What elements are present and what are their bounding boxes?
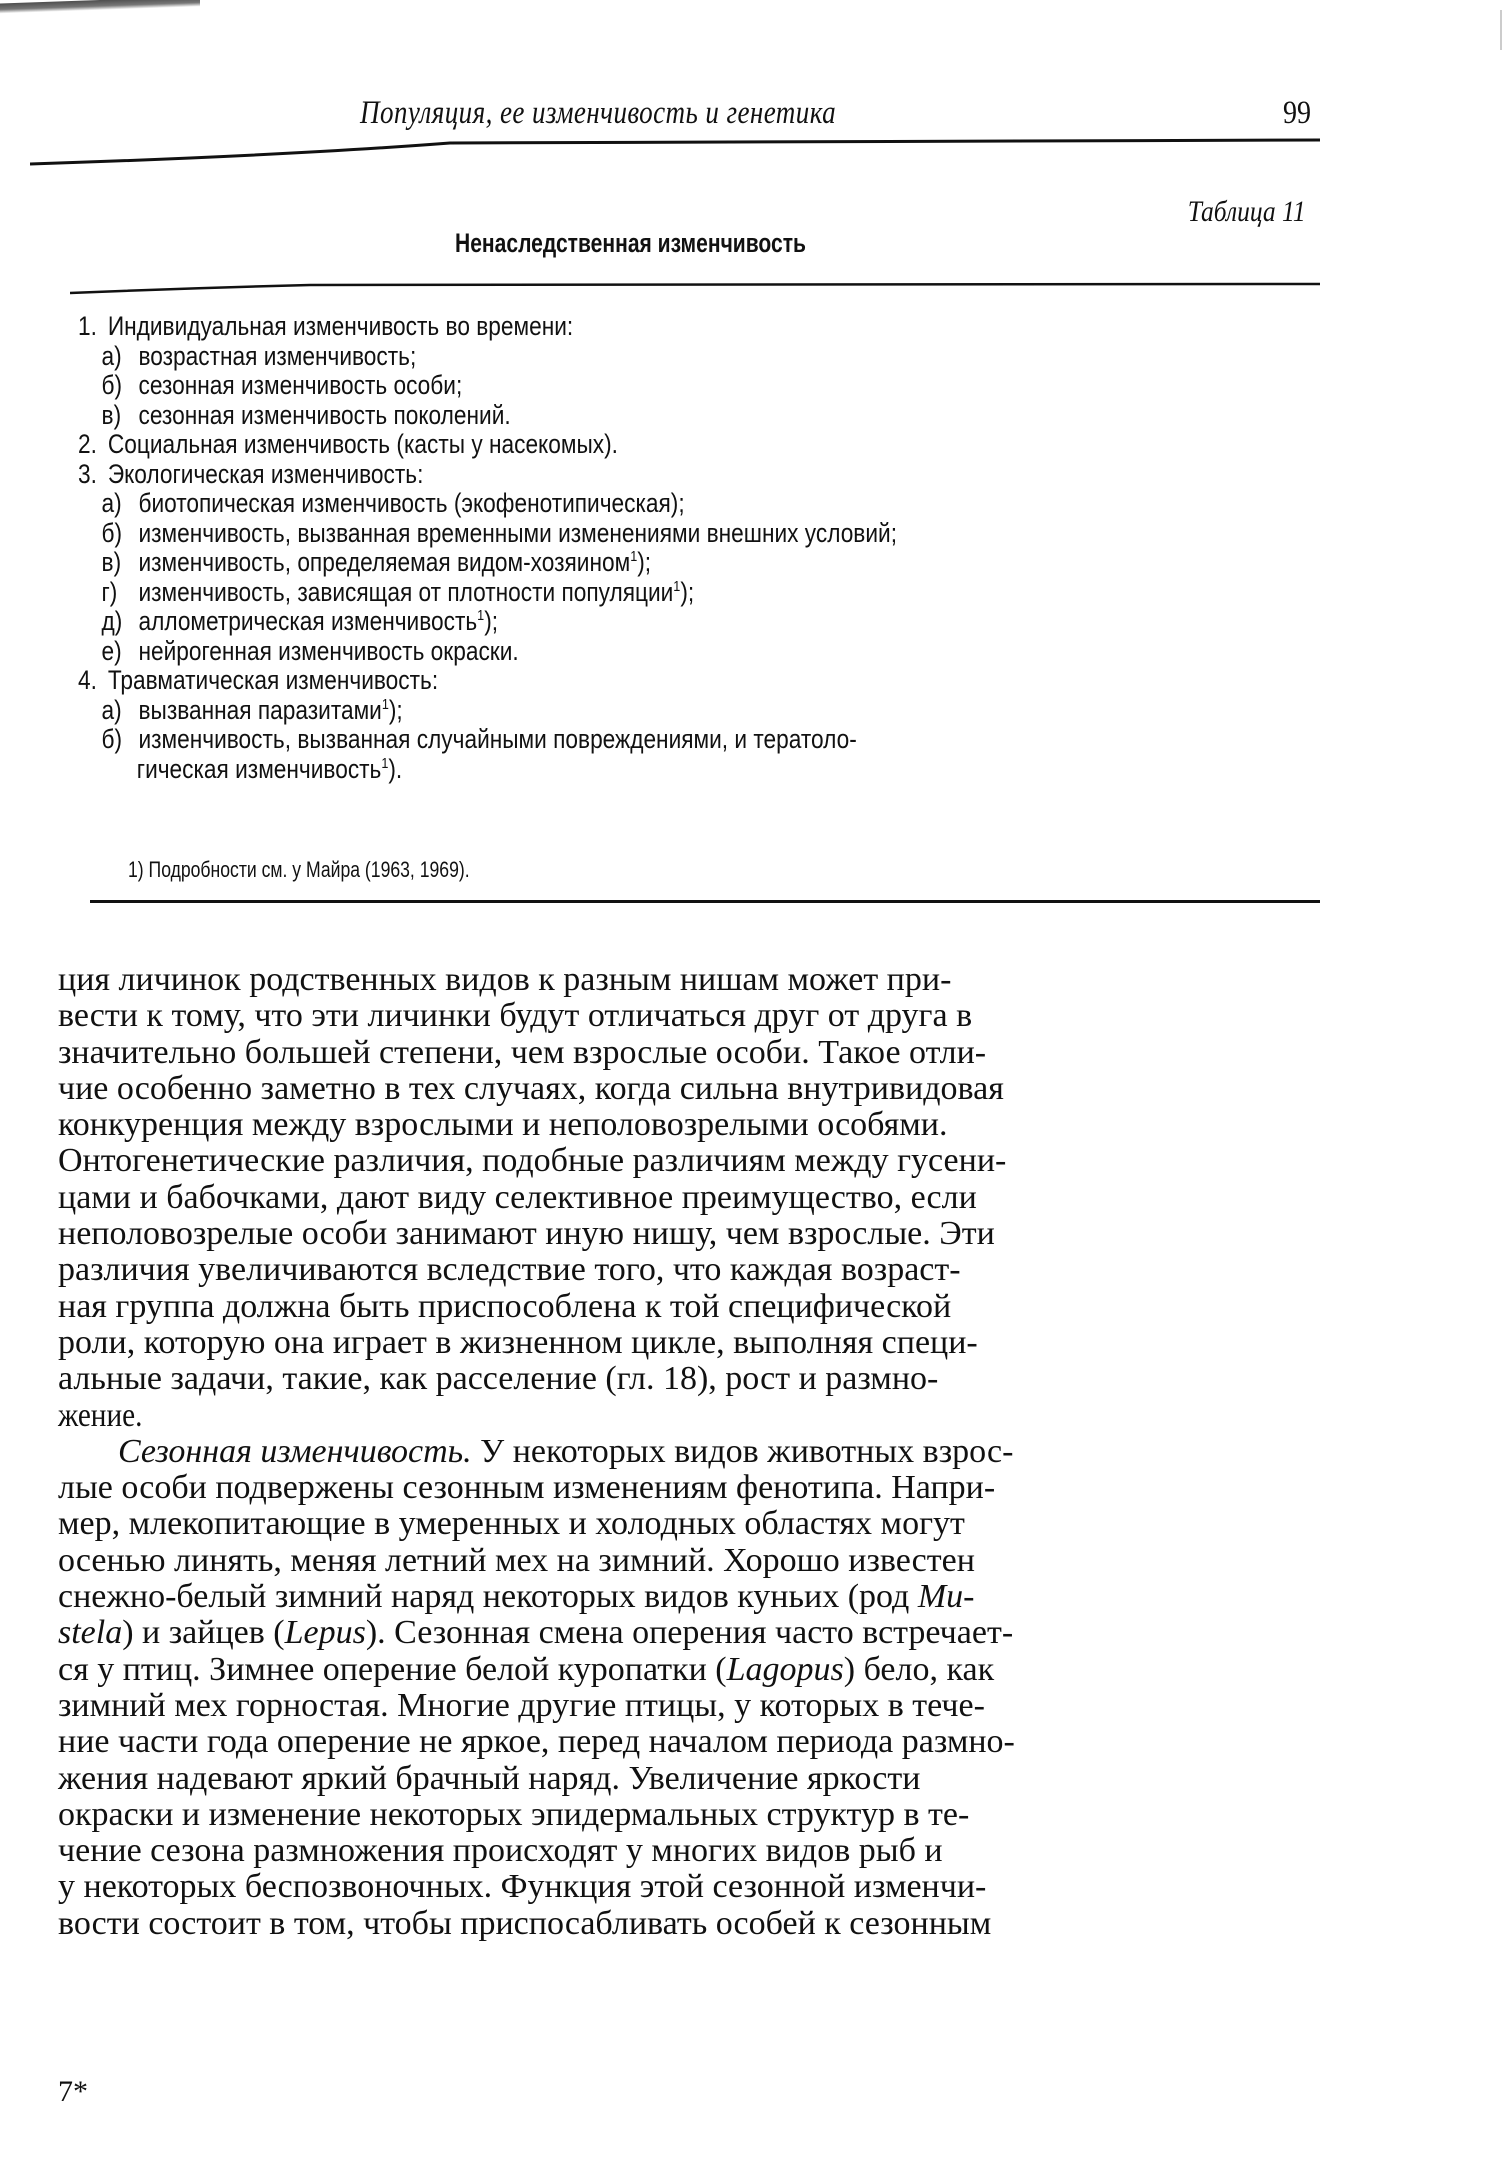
- table-item-1: 1. Индивидуальная изменчивость во времени:: [78, 311, 574, 341]
- table-label: Таблица 11: [1188, 195, 1306, 228]
- text-line: ция личинок родственных видов к разным нишам может при-: [58, 961, 952, 998]
- latin-genus: Lagopus: [726, 1650, 844, 1688]
- running-head-title: Популяция, ее изменчивость и генетика: [360, 95, 837, 131]
- text-line: альные задачи, такие, как расселение (гл. 18), рост и размно-: [58, 1360, 939, 1398]
- table-subitem: д) аллометрическая изменчивость$^1$);: [101, 606, 499, 636]
- text-line: вести к тому, что эти личинки будут отличаться друг от друга в: [58, 997, 973, 1035]
- text-line: Сезонная изменчивость. У некоторых видов животных взрос-: [118, 1432, 1014, 1470]
- latin-genus: Lepus: [284, 1614, 366, 1652]
- header-rule: [30, 138, 1320, 168]
- latin-genus: stela: [58, 1614, 123, 1652]
- text-line: окраски и изменение некоторых эпидермальных структур в те-: [58, 1795, 970, 1833]
- table-title: Ненаследственная изменчивость: [455, 228, 806, 258]
- paragraph-2: [58, 1434, 1320, 1942]
- table-top-rule: [70, 282, 1320, 296]
- section-lead-italic: Сезонная изменчивость.: [118, 1432, 472, 1470]
- text-line: роли, которую она играет в жизненном цикле, выполняя специ-: [58, 1323, 978, 1361]
- table-item-3: 3. Экологическая изменчивость:: [78, 458, 424, 489]
- footnote-ref: 1: [477, 607, 485, 624]
- table-subitem-continuation: гическая изменчивость$^1$).: [136, 753, 403, 784]
- table-subitem: в) изменчивость, определяемая видом-хозяином$^1$);: [101, 547, 652, 577]
- table-subitem: а) возрастная изменчивость;: [101, 340, 417, 371]
- text-line: Онтогенетические различия, подобные различиям между гусени-: [58, 1142, 1007, 1180]
- table-items: [78, 312, 1338, 784]
- text-line: у некоторых беспозвоночных. Функция этой сезонной изменчи-: [58, 1868, 987, 1906]
- text-line: осенью линять, меняя летний мех на зимний. Хорошо известен: [58, 1541, 975, 1579]
- text-line: значительно большей степени, чем взрослые особи. Такое отли-: [58, 1033, 987, 1071]
- table-subitem: б) сезонная изменчивость особи;: [101, 370, 463, 400]
- text-line: жения надевают яркий брачный наряд. Увеличение яркости: [58, 1759, 921, 1797]
- text-line: ние части года оперение не яркое, перед началом периода размно-: [58, 1723, 1015, 1761]
- table-subitem: б) изменчивость, вызванная случайными повреждениями, и тератоло-: [101, 724, 857, 754]
- table-subitem: г) изменчивость, зависящая от плотности популяции$^1$);: [101, 576, 695, 607]
- table-subitem: в) сезонная изменчивость поколений.: [101, 399, 511, 430]
- text-line: конкуренция между взрослыми и неполовозрелыми особями.: [58, 1106, 948, 1144]
- text-line: вости состоит в том, чтобы приспосабливать особей к сезонным: [58, 1904, 992, 1942]
- body-text: [58, 962, 1320, 1942]
- paragraph-1: [58, 962, 1320, 1434]
- text-line: stela) и зайцев (Lepus). Сезонная смена оперения часто встречает-: [58, 1614, 1014, 1652]
- table-subitem: а) биотопическая изменчивость (экофенотипическая);: [101, 488, 685, 518]
- table-item-4: 4. Травматическая изменчивость:: [78, 665, 439, 695]
- table-subitem: а) вызванная паразитами$^1$);: [101, 694, 403, 725]
- footnote-ref: 1: [630, 548, 638, 565]
- footnote-ref: 1: [673, 577, 681, 595]
- text-line: чение сезона размножения происходят у многих видов рыб и: [58, 1832, 943, 1870]
- text-line: снежно-белый зимний наряд некоторых видов куньих (род Mu-: [58, 1578, 975, 1616]
- text-line: цами и бабочками, дают виду селективное преимущество, если: [58, 1178, 977, 1216]
- text-line: ная группа должна быть приспособлена к той специфической: [58, 1287, 952, 1325]
- text-line: неполовозрелые особи занимают иную нишу, чем взрослые. Эти: [58, 1215, 995, 1253]
- table-subitem: е) нейрогенная изменчивость окраски.: [101, 635, 519, 666]
- latin-genus: Mu-: [917, 1578, 975, 1616]
- text-line: ся у птиц. Зимнее оперение белой куропатки (Lagopus) бело, как: [58, 1650, 995, 1688]
- text-line: жение.: [58, 1396, 143, 1434]
- scan-edge-artifact: [0, 0, 200, 13]
- text-line: лые особи подвержены сезонным изменениям фенотипа. Напри-: [58, 1469, 996, 1507]
- folio-signature: 7*: [58, 2075, 88, 2108]
- table-bottom-rule: [90, 900, 1320, 903]
- footnote-ref: 1: [381, 695, 389, 713]
- table-subitem: б) изменчивость, вызванная временными изменениями внешних условий;: [101, 517, 898, 548]
- page-number: 99: [1283, 95, 1312, 131]
- footnote-ref: 1: [381, 754, 389, 772]
- text-line: мер, млекопитающие в умеренных и холодных областях могут: [58, 1505, 965, 1543]
- scan-edge: [1500, 10, 1502, 50]
- table-footnote: 1) Подробности см. у Майра (1963, 1969).: [128, 857, 470, 882]
- text-line: чие особенно заметно в тех случаях, когда сильна внутривидовая: [58, 1069, 1004, 1107]
- text-line: зимний мех горностая. Многие другие птицы, у которых в тече-: [58, 1686, 985, 1724]
- text-line: различия увеличиваются вследствие того, что каждая возраст-: [58, 1251, 961, 1289]
- table-item-2: 2. Социальная изменчивость (касты у насекомых).: [78, 429, 618, 459]
